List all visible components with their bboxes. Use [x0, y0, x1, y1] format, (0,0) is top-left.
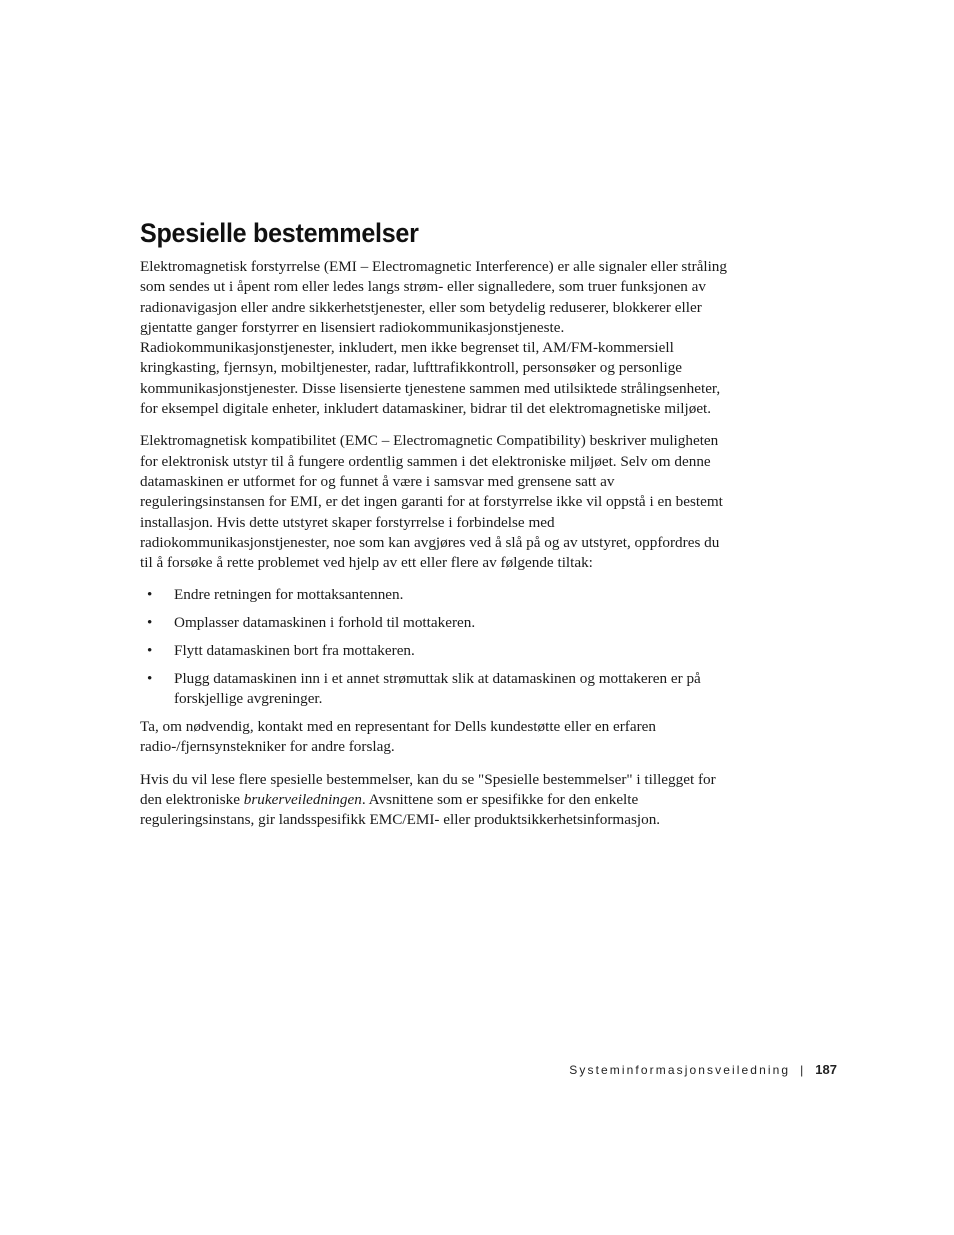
- footer-document-title: Systeminformasjonsveiledning: [569, 1063, 791, 1077]
- bullet-icon: •: [147, 669, 153, 687]
- list-item: [140, 613, 734, 633]
- list-item-text: Omplasser datamaskinen i forhold til mottakeren.: [174, 614, 476, 632]
- list-item-text: Endre retningen for mottaksantennen.: [174, 586, 404, 604]
- list-item-text: Plugg datamaskinen inn i et annet strømuttak slik at datamaskinen og mottakeren er på forskjellige avgreninger.: [174, 669, 701, 708]
- list-item: [140, 585, 734, 605]
- document-body: [140, 257, 734, 842]
- paragraph-emi-definition: Elektromagnetisk forstyrrelse (EMI – Electromagnetic Interference) er alle signaler eller stråling som sendes ut i åpent rom eller ledes langs strøm- eller signalledere, som truer funksjonen av radionavigasjon eller andre sikkerhetstjenester, eller som betydelig reduserer, blokkerer eller gjentatte ganger forstyrrer en lisensiert radiokommunikasjonstjeneste. Radiokommunikasjonstjenester, inkludert, men ikke begrenset til, AM/FM-kommersiell kringkasting, fjernsyn, mobiltjenester, radar, lufttrafikkontroll, personsøker og personlige kommunikasjonstjenester. Disse lisensierte tjenestene sammen med utilsiktede strålingsenheter, for eksempel digitale enheter, inkludert datamaskiner, bidrar til det elektromagnetiske miljøet.: [140, 258, 727, 418]
- paragraph-text-start: Hvis du vil lese flere spesielle bestemmelser, kan du se "Spesielle bestemmelser" i tillegget for den elektroniske: [140, 770, 716, 808]
- list-item: [140, 669, 734, 710]
- bullet-icon: •: [147, 642, 153, 660]
- bullet-icon: •: [147, 586, 153, 604]
- list-item: [140, 641, 734, 661]
- bullet-icon: •: [147, 614, 153, 632]
- page-title: Spesielle bestemmelser: [140, 218, 419, 248]
- list-item-text: Flytt datamaskinen bort fra mottakeren.: [174, 642, 415, 660]
- remedy-list: [140, 585, 734, 709]
- page-number: 187: [815, 1062, 837, 1077]
- user-guide-reference: brukerveiledningen: [243, 790, 362, 808]
- footer-separator: |: [800, 1063, 804, 1077]
- paragraph-text-end: . Avsnittene som er spesifikke for den enkelte reguleringsinstans, gir landsspesifikk EMC/EMI- eller produktsikkerhetsinformasjon.: [140, 790, 661, 829]
- paragraph-more-regulations: [140, 770, 734, 831]
- paragraph-contact-support: Ta, om nødvendig, kontakt med en representant for Dells kundestøtte eller en erfaren radio-/fjernsynstekniker for andre forslag.: [140, 717, 656, 756]
- page-footer: [569, 1061, 837, 1079]
- paragraph-emc-definition: Elektromagnetisk kompatibilitet (EMC – Electromagnetic Compatibility) beskriver muligheten for elektronisk utstyr til å fungere ordentlig sammen i det elektroniske miljøet. Selv om denne datamaskinen er utformet for og funnet å være i samsvar med grensene satt av reguleringsinstansen for EMI, er det ingen garanti for at forstyrrelse ikke vil oppstå i en bestemt installasjon. Hvis dette utstyret skaper forstyrrelse i forbindelse med radiokommunikasjonstjenester, noe som kan avgjøres ved å slå på og av utstyret, oppfordres du til å forsøke å rette problemet ved hjelp av ett eller flere av følgende tiltak:: [140, 432, 723, 572]
